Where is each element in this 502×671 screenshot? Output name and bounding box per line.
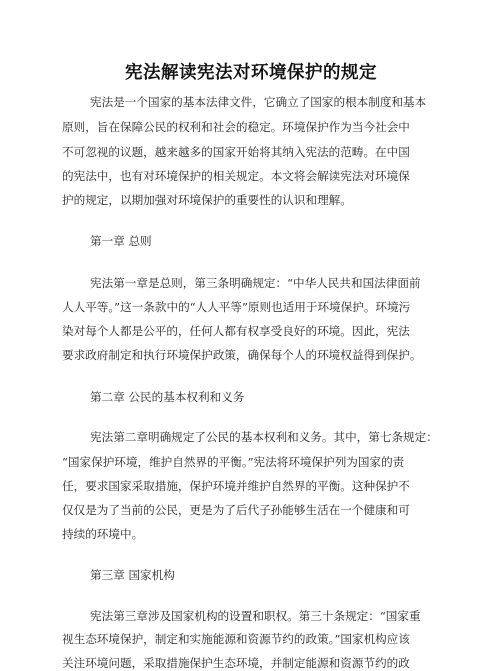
document-title: 宪法解读宪法对环境保护的规定 — [125, 63, 377, 83]
chapter-3-heading: 第三章 国家机构 — [90, 568, 175, 582]
intro-line-1: 宪法是一个国家的基本法律文件，它确立了国家的根本制度和基本 — [90, 95, 427, 109]
chapter-2-line-5: 持续的环境中。 — [62, 527, 144, 541]
intro-line-4: 的宪法中，也有对环境保护的相关规定。本文将会解读宪法对环境保 — [62, 169, 410, 183]
chapter-1-line-2: 人人平等。”这一条款中的“人人平等”原则也适用于环境保护。环境污 — [62, 300, 411, 314]
chapter-2-line-3: 任，要求国家采取措施，保护环境并维护自然界的平衡。这种保护不 — [62, 479, 410, 493]
chapter-2-line-4: 仅仅是为了当前的公民，更是为了后代子孙能够生活在一个健康和可 — [62, 503, 410, 517]
intro-line-3: 不可忽视的议题，越来越多的国家开始将其纳入宪法的范畴。在中国 — [62, 145, 410, 159]
intro-line-5: 护的规定，以期加强对环境保护的重要性的认识和理解。 — [62, 193, 352, 207]
chapter-1-line-3: 染对每个人都是公平的，任何人都有权享受良好的环境。因此，宪法 — [62, 324, 410, 338]
intro-line-2: 原则，旨在保障公民的权利和社会的稳定。环境保护作为当今社会中 — [62, 120, 410, 134]
chapter-1-line-4: 要求政府制定和执行环境保护政策，确保每个人的环境权益得到保护。 — [62, 348, 422, 362]
chapter-3-line-1: 宪法第三章涉及国家机构的设置和职权。第三十条规定：“国家重 — [90, 609, 421, 623]
chapter-1-line-1: 宪法第一章是总则，第三条明确规定：“中华人民共和国法律面前 — [90, 276, 421, 290]
chapter-1-heading: 第一章 总则 — [90, 234, 152, 248]
chapter-2-line-1: 宪法第二章明确规定了公民的基本权利和义务。其中，第七条规定： — [90, 430, 438, 444]
chapter-3-line-3: 关注环境问题，采取措施保护生态环境，并制定能源和资源节约的政 — [62, 656, 410, 670]
chapter-2-line-2: “国家保护环境，维护自然界的平衡。”宪法将环境保护列为国家的责 — [62, 455, 405, 469]
chapter-3-line-2: 视生态环境保护，制定和实施能源和资源节约的政策。”国家机构应该 — [62, 632, 410, 646]
chapter-2-heading: 第二章 公民的基本权利和义务 — [90, 390, 245, 404]
